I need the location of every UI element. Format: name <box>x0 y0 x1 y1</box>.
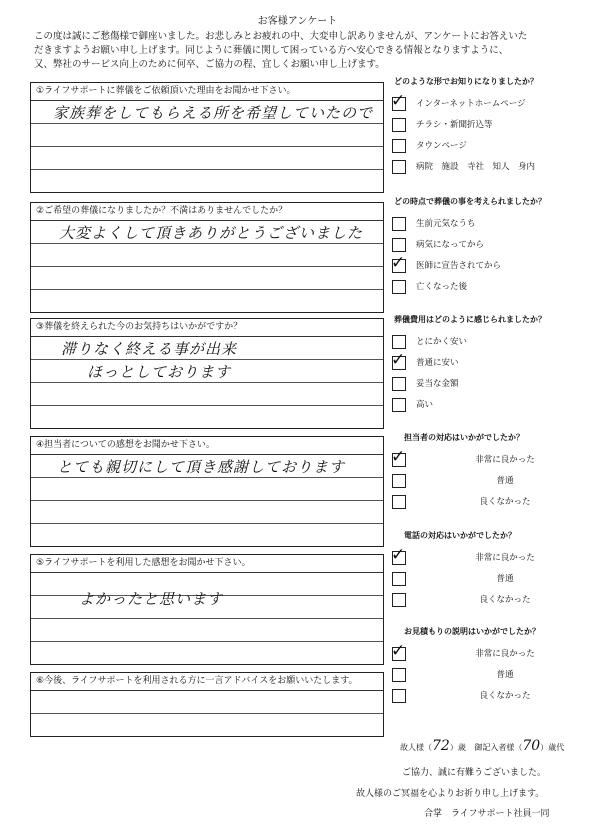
answer-line[interactable] <box>31 290 383 312</box>
choice-option[interactable] <box>390 473 580 491</box>
choice-option[interactable] <box>390 494 580 512</box>
choice-group-title: どの時点で葬儀の事を考えられましたか？ <box>394 197 546 206</box>
deceased-age-label: 故人様（ <box>400 743 432 752</box>
answer-line[interactable] <box>31 691 383 714</box>
answer-line[interactable] <box>31 478 383 501</box>
choice-label: 病院 施設 寺社 知人 身内 <box>416 162 536 172</box>
survey-title: お客様アンケート <box>257 16 338 27</box>
choice-label: 良くなかった <box>479 595 531 605</box>
choice-label: 病気になってから <box>416 240 485 250</box>
checkbox[interactable] <box>392 495 406 509</box>
checkbox[interactable] <box>392 398 406 412</box>
choice-group-title: 担当者の対応はいかがでしたか？ <box>404 433 524 442</box>
intro-text <box>34 30 564 72</box>
choice-label: チラシ・新聞折込等 <box>416 120 493 130</box>
choice-label: タウンページ <box>416 141 467 151</box>
intro-line: 又、弊社のサービス向上のために何卒、ご協力の程、宜しくお願い申し上げます。 <box>34 59 385 70</box>
checkbox[interactable] <box>392 118 406 132</box>
signature-text: 合掌 ライフサポート社員一同 <box>424 809 550 819</box>
checkbox[interactable] <box>392 238 406 252</box>
choice-option[interactable] <box>390 216 580 234</box>
choice-group-title: どのような形でお知りになりましたか？ <box>394 77 538 86</box>
choice-option[interactable] <box>390 350 580 373</box>
choice-option[interactable] <box>390 688 580 706</box>
answer-line[interactable] <box>31 524 383 546</box>
choice-label: とにかく安い <box>416 337 468 347</box>
choice-label: 普通 <box>496 476 514 486</box>
choice-option[interactable] <box>390 641 580 664</box>
checkbox[interactable] <box>392 160 406 174</box>
checkbox[interactable] <box>391 253 406 273</box>
writer-age-label: 御記入者様（ <box>474 743 523 752</box>
answer-line[interactable] <box>31 221 383 244</box>
choice-label: 高い <box>416 400 434 410</box>
handwritten-answer: 家族葬をしてもらえる所を希望していたので <box>53 104 374 122</box>
choice-label: 医師に宣告されてから <box>416 261 502 271</box>
question-box-6 <box>30 672 384 737</box>
choice-option[interactable] <box>390 334 580 352</box>
question-label: ③葬儀を終えられた今のお気持ちはいかがですか？ <box>31 319 383 337</box>
checkbox[interactable] <box>391 91 406 111</box>
answer-line[interactable] <box>31 170 383 192</box>
answer-line[interactable] <box>31 455 383 478</box>
question-label: ②ご希望の葬儀になりましたか？不満はありませんでしたか？ <box>31 203 383 221</box>
choice-option[interactable] <box>390 138 580 156</box>
choice-label: 亡くなった後 <box>416 282 468 292</box>
checkbox[interactable] <box>392 689 406 703</box>
question-label: ①ライフサポートに葬儀をご依頼頂いた理由をお聞かせ下さい。 <box>31 83 383 101</box>
checkbox[interactable] <box>392 335 406 349</box>
checkbox[interactable] <box>391 545 406 565</box>
checkbox[interactable] <box>392 474 406 488</box>
check-mark-icon: ✓ <box>391 253 406 273</box>
answer-line[interactable] <box>31 501 383 524</box>
checkbox[interactable] <box>392 217 406 231</box>
prayer-text: 故人様のご冥福を心よりお祈り申し上げます。 <box>356 789 545 799</box>
deceased-age-value[interactable]: 72 <box>432 738 450 754</box>
choice-option[interactable] <box>390 667 580 685</box>
checkbox[interactable] <box>392 377 406 391</box>
handwritten-answer: よかったと思います <box>79 590 224 608</box>
choice-option[interactable] <box>390 237 580 255</box>
checkbox[interactable] <box>391 641 406 661</box>
choice-option[interactable] <box>390 159 580 177</box>
choice-label: 良くなかった <box>479 497 531 507</box>
answer-line[interactable] <box>31 337 383 360</box>
choice-group-title: お見積もりの説明はいかがでしたか？ <box>404 627 540 636</box>
question-box-2 <box>30 202 384 313</box>
choice-label: 普通 <box>496 574 514 584</box>
choice-label: 非常に良かった <box>475 553 535 563</box>
choice-option[interactable] <box>390 376 580 394</box>
writer-age-value[interactable]: 70 <box>522 738 541 754</box>
handwritten-answer: とても親切にして頂き感謝しております <box>57 458 346 476</box>
answer-line[interactable] <box>31 244 383 267</box>
answer-line[interactable] <box>31 383 383 406</box>
choice-label: 良くなかった <box>479 691 531 701</box>
choice-label: 生前元気なうち <box>416 219 476 229</box>
choice-option[interactable] <box>390 117 580 135</box>
thanks-text: ご協力、誠に有難うございました。 <box>402 768 547 778</box>
checkbox[interactable] <box>392 139 406 153</box>
choice-option[interactable] <box>390 91 580 114</box>
answer-line[interactable] <box>31 124 383 147</box>
checkbox[interactable] <box>392 593 406 607</box>
choice-option[interactable] <box>390 253 580 276</box>
question-label: ④担当者についての感想をお聞かせ下さい。 <box>31 437 383 455</box>
choice-label: 非常に良かった <box>475 649 535 659</box>
choice-option[interactable] <box>390 279 580 297</box>
checkbox[interactable] <box>392 668 406 682</box>
handwritten-answer: 大変よくして頂きありがとうございました <box>59 224 364 242</box>
age-row <box>400 738 564 754</box>
answer-line[interactable] <box>31 590 383 619</box>
answer-line[interactable] <box>31 267 383 290</box>
choice-group-title: 葬儀費用はどのように感じられましたか？ <box>394 315 546 324</box>
checkbox[interactable] <box>391 447 406 467</box>
checkbox[interactable] <box>392 572 406 586</box>
check-mark-icon: ✓ <box>391 350 406 370</box>
choice-option[interactable] <box>390 592 580 610</box>
handwritten-answer: 滞りなく終える事が出来 <box>61 340 238 358</box>
writer-age-unit: ）歳代 <box>540 743 565 752</box>
choice-option[interactable] <box>390 571 580 589</box>
choice-label: 妥当な金額 <box>416 379 459 389</box>
answer-line[interactable] <box>31 619 383 642</box>
answer-line[interactable] <box>31 406 383 428</box>
intro-line: だきますようお願い申し上げます。同じように葬儀に関して困っている方へ安心できる情報となりますように、 <box>34 45 509 56</box>
answer-line[interactable] <box>31 360 383 383</box>
answer-line[interactable] <box>31 101 383 124</box>
deceased-age-unit: ）歳 <box>449 743 466 752</box>
check-mark-icon: ✓ <box>391 641 406 661</box>
choice-label: 非常に良かった <box>475 455 535 465</box>
check-mark-icon: ✓ <box>391 545 406 565</box>
checkbox[interactable] <box>391 350 406 370</box>
answer-line[interactable] <box>31 642 383 664</box>
intro-line: この度は誠にご愁傷様で御座いました。お悲しみとお疲れの中、大変申し訳ありませんが、アンケートにお答えいた <box>34 31 528 42</box>
choice-option[interactable] <box>390 545 580 568</box>
handwritten-answer: ほっとしております <box>87 363 232 381</box>
check-mark-icon: ✓ <box>391 447 406 467</box>
answer-line[interactable] <box>31 147 383 170</box>
choice-option[interactable] <box>390 447 580 470</box>
choice-group-title: 電話の対応はいかがでしたか？ <box>404 531 516 540</box>
choice-option[interactable] <box>390 397 580 415</box>
choice-label: 普通 <box>496 670 514 680</box>
choice-label: 普通に安い <box>416 358 459 368</box>
answer-line[interactable] <box>31 714 383 736</box>
choice-label: インターネットホームページ <box>416 99 526 109</box>
checkbox[interactable] <box>392 280 406 294</box>
question-box-4 <box>30 436 384 547</box>
question-box-1 <box>30 82 384 193</box>
question-box-5 <box>30 554 384 665</box>
question-box-3 <box>30 318 384 429</box>
question-label: ⑥今後、ライフサポートを利用される方に一言アドバイスをお願いいたします。 <box>31 673 383 691</box>
question-label: ⑤ライフサポートを利用した感想をお聞かせ下さい。 <box>31 555 383 573</box>
check-mark-icon: ✓ <box>391 91 406 111</box>
